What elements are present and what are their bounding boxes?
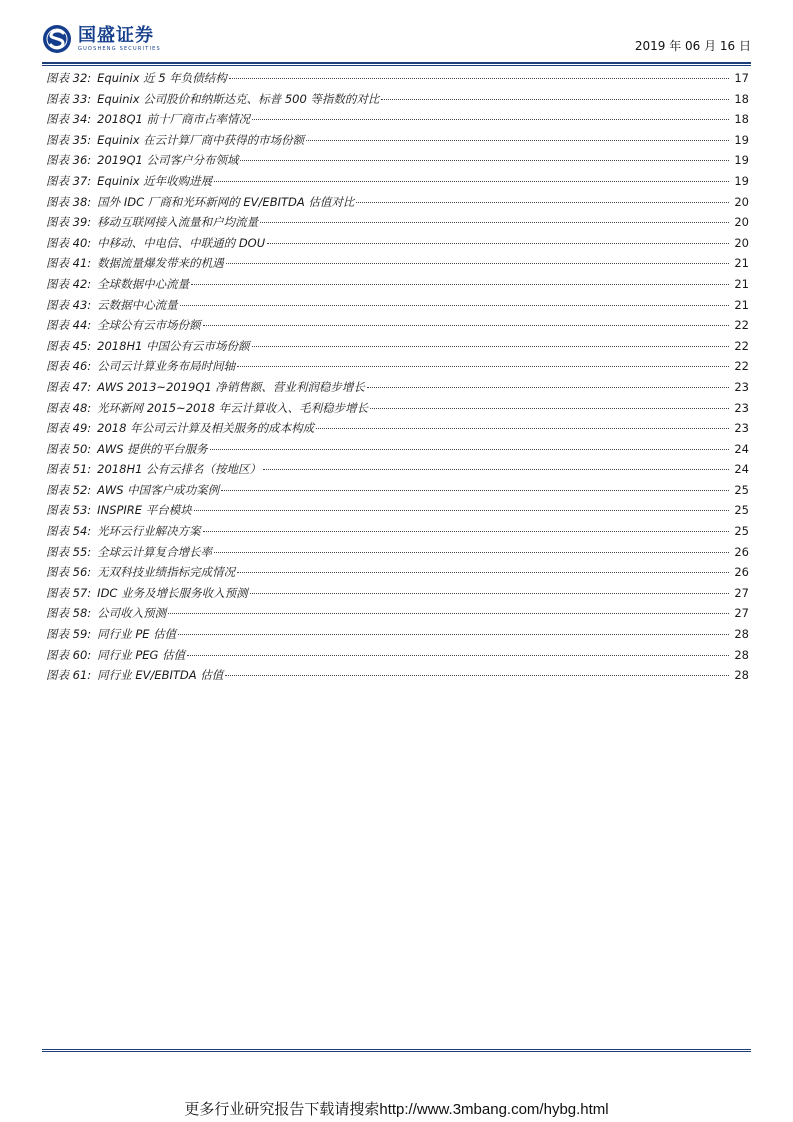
toc-entry-label: 图表 32: — [46, 71, 92, 85]
header-rule-thin — [42, 65, 751, 66]
toc-entry-page: 23 — [734, 421, 749, 436]
toc-entry-label: 图表 58: — [46, 606, 92, 621]
toc-leader-dots — [250, 593, 729, 594]
toc-entry[interactable] — [46, 605, 749, 626]
toc-entry[interactable] — [46, 173, 749, 194]
toc-entry-title: 全球公有云市场份额 — [97, 318, 201, 333]
toc-entry-page: 18 — [734, 91, 749, 106]
toc-entry-page: 22 — [734, 318, 749, 333]
toc-entry-page: 19 — [734, 153, 749, 168]
toc-entry[interactable] — [46, 276, 749, 297]
toc-entry[interactable] — [46, 585, 749, 606]
toc-entry[interactable] — [46, 523, 749, 544]
toc-entry-label: 图表 52: — [46, 482, 92, 497]
toc-leader-dots — [226, 263, 729, 264]
toc-leader-dots — [225, 675, 729, 676]
toc-entry-title: 国外 IDC 厂商和光环新网的 EV/EBITDA 估值对比 — [97, 194, 355, 209]
toc-entry[interactable] — [46, 379, 749, 400]
toc-entry[interactable] — [46, 111, 749, 132]
toc-entry-page: 27 — [734, 585, 749, 600]
toc-entry-page: 21 — [734, 256, 749, 271]
toc-entry-label: 图表 35: — [46, 132, 92, 147]
toc-entry[interactable] — [46, 420, 749, 441]
toc-entry[interactable] — [46, 255, 749, 276]
toc-entry-page: 25 — [734, 482, 749, 497]
toc-entry-page: 17 — [734, 71, 749, 85]
toc-entry-title: INSPIRE 平台模块 — [97, 503, 192, 518]
toc-entry-page: 27 — [734, 606, 749, 621]
toc-entry-title: 2018H1 公有云排名（按地区） — [97, 462, 262, 477]
toc-entry-label: 图表 60: — [46, 647, 92, 662]
toc-entry-title: Equinix 在云计算厂商中获得的市场份额 — [97, 132, 305, 147]
toc-entry[interactable] — [46, 667, 749, 688]
toc-entry-title: IDC 业务及增长服务收入预测 — [97, 585, 248, 600]
toc-entry[interactable] — [46, 297, 749, 318]
toc-entry[interactable] — [46, 482, 749, 503]
toc-entry[interactable] — [46, 502, 749, 523]
toc-entry[interactable] — [46, 647, 749, 668]
toc-leader-dots — [263, 469, 729, 470]
toc-leader-dots — [203, 325, 729, 326]
toc-entry-title: 同行业 PE 估值 — [97, 627, 177, 642]
logo-name-en: GUOSHENG SECURITIES — [78, 45, 161, 52]
logo-name-cn: 国盛证券 — [78, 24, 154, 46]
toc-entry-title: Equinix 公司股价和纳斯达克、标普 500 等指数的对比 — [97, 91, 380, 106]
toc-entry-label: 图表 33: — [46, 91, 92, 106]
toc-entry-label: 图表 54: — [46, 524, 92, 539]
toc-entry-title: AWS 提供的平台服务 — [97, 441, 208, 456]
toc-entry-page: 20 — [734, 194, 749, 209]
toc-leader-dots — [229, 78, 729, 79]
toc-leader-dots — [237, 366, 729, 367]
toc-entry-title: AWS 2013~2019Q1 净销售额、营业利润稳步增长 — [97, 379, 365, 394]
toc-entry-label: 图表 44: — [46, 318, 92, 333]
toc-leader-dots — [381, 99, 729, 100]
toc-entry-page: 26 — [734, 544, 749, 559]
toc-entry-page: 19 — [734, 132, 749, 147]
figure-index-list — [46, 70, 749, 688]
toc-leader-dots — [187, 655, 729, 656]
toc-entry-title: 数据流量爆发带来的机遇 — [97, 256, 224, 271]
toc-entry-page: 23 — [734, 400, 749, 415]
toc-entry-title: AWS 中国客户成功案例 — [97, 482, 220, 497]
toc-entry-label: 图表 43: — [46, 297, 92, 312]
page-header — [42, 24, 751, 60]
toc-entry-page: 25 — [734, 524, 749, 539]
toc-leader-dots — [210, 449, 729, 450]
toc-entry-page: 18 — [734, 112, 749, 127]
toc-entry-label: 图表 37: — [46, 173, 92, 188]
toc-entry-page: 25 — [734, 503, 749, 518]
toc-entry-title: 公司云计算业务布局时间轴 — [97, 359, 236, 374]
toc-entry-label: 图表 55: — [46, 544, 92, 559]
toc-entry-title: 公司收入预测 — [97, 606, 167, 621]
toc-entry[interactable] — [46, 235, 749, 256]
toc-entry-title: 无双科技业绩指标完成情况 — [97, 565, 236, 580]
toc-entry-label: 图表 45: — [46, 338, 92, 353]
toc-leader-dots — [356, 202, 729, 203]
toc-entry[interactable] — [46, 70, 749, 91]
toc-entry-page: 21 — [734, 276, 749, 291]
toc-entry[interactable] — [46, 194, 749, 215]
report-date: 2019 年 06 月 16 日 — [634, 39, 751, 53]
toc-entry[interactable] — [46, 317, 749, 338]
toc-entry-page: 20 — [734, 235, 749, 250]
toc-entry-label: 图表 40: — [46, 235, 92, 250]
toc-leader-dots — [237, 572, 729, 573]
toc-entry-title: 云数据中心流量 — [97, 297, 178, 312]
toc-entry-page: 20 — [734, 215, 749, 230]
toc-entry-title: 2018 年公司云计算及相关服务的成本构成 — [97, 421, 315, 436]
toc-entry-title: Equinix 近 5 年负债结构 — [97, 71, 227, 85]
toc-entry-label: 图表 47: — [46, 379, 92, 394]
toc-leader-dots — [191, 284, 729, 285]
toc-entry-page: 21 — [734, 297, 749, 312]
toc-leader-dots — [178, 634, 729, 635]
footer-rule — [42, 1049, 751, 1050]
toc-entry[interactable] — [46, 152, 749, 173]
toc-leader-dots — [180, 305, 729, 306]
toc-entry-label: 图表 53: — [46, 503, 92, 518]
toc-entry-title: 光环云行业解决方案 — [97, 524, 201, 539]
toc-entry-title: 全球云计算复合增长率 — [97, 544, 213, 559]
toc-entry-label: 图表 48: — [46, 400, 92, 415]
toc-entry-label: 图表 61: — [46, 668, 92, 683]
toc-entry[interactable] — [46, 544, 749, 565]
toc-entry-label: 图表 51: — [46, 462, 92, 477]
toc-entry-label: 图表 50: — [46, 441, 92, 456]
toc-entry[interactable] — [46, 358, 749, 379]
toc-entry[interactable] — [46, 400, 749, 421]
toc-entry-page: 24 — [734, 462, 749, 477]
toc-entry[interactable] — [46, 626, 749, 647]
toc-entry-label: 图表 46: — [46, 359, 92, 374]
toc-leader-dots — [214, 181, 729, 182]
toc-entry-title: Equinix 近年收购进展 — [97, 173, 213, 188]
toc-entry-page: 28 — [734, 647, 749, 662]
footer-download-note: 更多行业研究报告下载请搜索http://www.3mbang.com/hybg.html — [184, 1101, 609, 1118]
toc-leader-dots — [306, 140, 729, 141]
toc-entry-label: 图表 57: — [46, 585, 92, 600]
company-logo — [42, 24, 161, 54]
toc-entry[interactable] — [46, 214, 749, 235]
toc-leader-dots — [252, 119, 729, 120]
toc-entry-page: 24 — [734, 441, 749, 456]
toc-entry-title: 中移动、中电信、中联通的 DOU — [97, 235, 266, 250]
toc-entry-page: 28 — [734, 668, 749, 683]
toc-entry[interactable] — [46, 564, 749, 585]
toc-entry[interactable] — [46, 461, 749, 482]
toc-entry-label: 图表 42: — [46, 276, 92, 291]
toc-entry-page: 28 — [734, 627, 749, 642]
toc-entry-label: 图表 39: — [46, 215, 92, 230]
toc-entry-label: 图表 34: — [46, 112, 92, 127]
toc-entry-title: 光环新网 2015~2018 年云计算收入、毛利稳步增长 — [97, 400, 369, 415]
toc-entry-page: 19 — [734, 173, 749, 188]
toc-entry[interactable] — [46, 132, 749, 153]
toc-entry-title: 同行业 PEG 估值 — [97, 647, 186, 662]
toc-entry[interactable] — [46, 91, 749, 112]
toc-entry-page: 26 — [734, 565, 749, 580]
toc-leader-dots — [203, 531, 729, 532]
toc-entry-label: 图表 59: — [46, 627, 92, 642]
toc-leader-dots — [214, 552, 729, 553]
toc-entry[interactable] — [46, 338, 749, 359]
toc-entry-label: 图表 56: — [46, 565, 92, 580]
toc-entry-title: 2018Q1 前十厂商市占率情况 — [97, 112, 250, 127]
toc-leader-dots — [194, 510, 729, 511]
toc-entry-label: 图表 38: — [46, 194, 92, 209]
toc-entry-label: 图表 41: — [46, 256, 92, 271]
toc-entry[interactable] — [46, 441, 749, 462]
toc-entry-label: 图表 36: — [46, 153, 92, 168]
toc-entry-title: 同行业 EV/EBITDA 估值 — [97, 668, 224, 683]
toc-leader-dots — [252, 346, 729, 347]
footer-rule-thin — [42, 1051, 751, 1052]
toc-entry-title: 移动互联网接入流量和户均流量 — [97, 215, 259, 230]
toc-entry-label: 图表 49: — [46, 421, 92, 436]
toc-entry-page: 22 — [734, 338, 749, 353]
toc-leader-dots — [267, 243, 729, 244]
toc-entry-title: 2018H1 中国公有云市场份额 — [97, 338, 250, 353]
toc-leader-dots — [370, 408, 729, 409]
toc-leader-dots — [221, 490, 729, 491]
toc-entry-title: 全球数据中心流量 — [97, 276, 190, 291]
toc-leader-dots — [316, 428, 729, 429]
toc-leader-dots — [168, 613, 729, 614]
toc-entry-page: 23 — [734, 379, 749, 394]
toc-leader-dots — [240, 160, 729, 161]
toc-leader-dots — [367, 387, 729, 388]
toc-leader-dots — [260, 222, 729, 223]
toc-entry-page: 22 — [734, 359, 749, 374]
toc-entry-title: 2019Q1 公司客户分布领域 — [97, 153, 239, 168]
guosheng-logo-icon — [42, 24, 72, 54]
header-rule — [42, 62, 751, 64]
